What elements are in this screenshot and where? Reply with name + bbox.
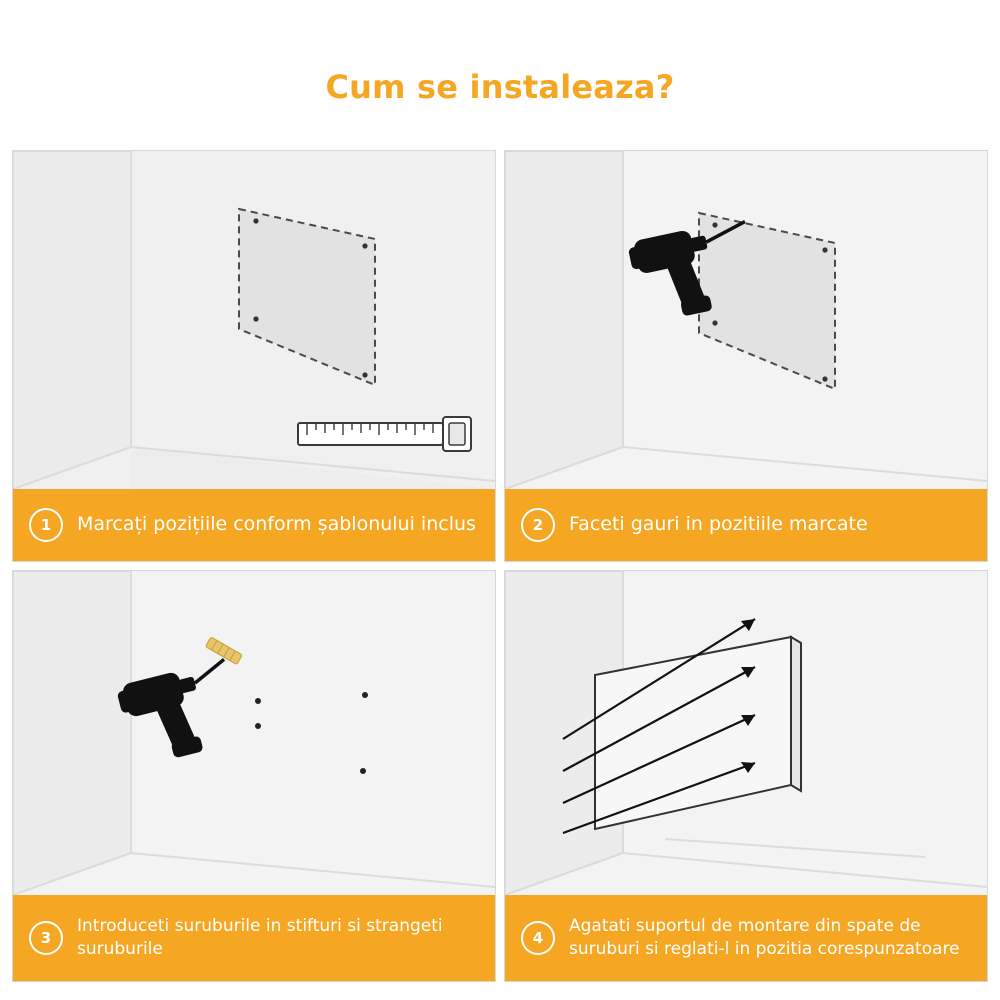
step-4-illustration [505, 571, 987, 895]
step-card-2 [504, 150, 988, 562]
step-1-caption [13, 489, 495, 561]
wall-corner-icon [505, 151, 987, 489]
step-card-3 [12, 570, 496, 982]
step-4-badge: 4 [521, 921, 555, 955]
wall-corner-icon [13, 151, 495, 489]
step-1-badge: 1 [29, 508, 63, 542]
step-2-text: Faceti gauri in pozitiile marcate [569, 513, 868, 536]
step-3-caption [13, 895, 495, 981]
step-card-4 [504, 570, 988, 982]
step-card-1 [12, 150, 496, 562]
step-3-text: Introduceti suruburile in stifturi si strangeti suruburile [77, 916, 443, 959]
step-2-caption [505, 489, 987, 561]
page-title: Cum se instaleaza? [325, 68, 675, 106]
step-2-badge: 2 [521, 508, 555, 542]
step-2-illustration [505, 151, 987, 489]
step-1-illustration [13, 151, 495, 489]
wall-corner-icon [505, 571, 987, 895]
wall-corner-icon [13, 571, 495, 895]
step-3-illustration [13, 571, 495, 895]
step-3-badge: 3 [29, 921, 63, 955]
step-4-text: Agatati suportul de montare din spate de suruburi si reglati-l in pozitia corespunzatoare [569, 916, 960, 959]
step-1-text: Marcați pozițiile conform șablonului inclus [77, 513, 476, 536]
step-4-caption [505, 895, 987, 981]
tape-measure-icon [298, 417, 471, 451]
steps-grid [12, 150, 988, 988]
